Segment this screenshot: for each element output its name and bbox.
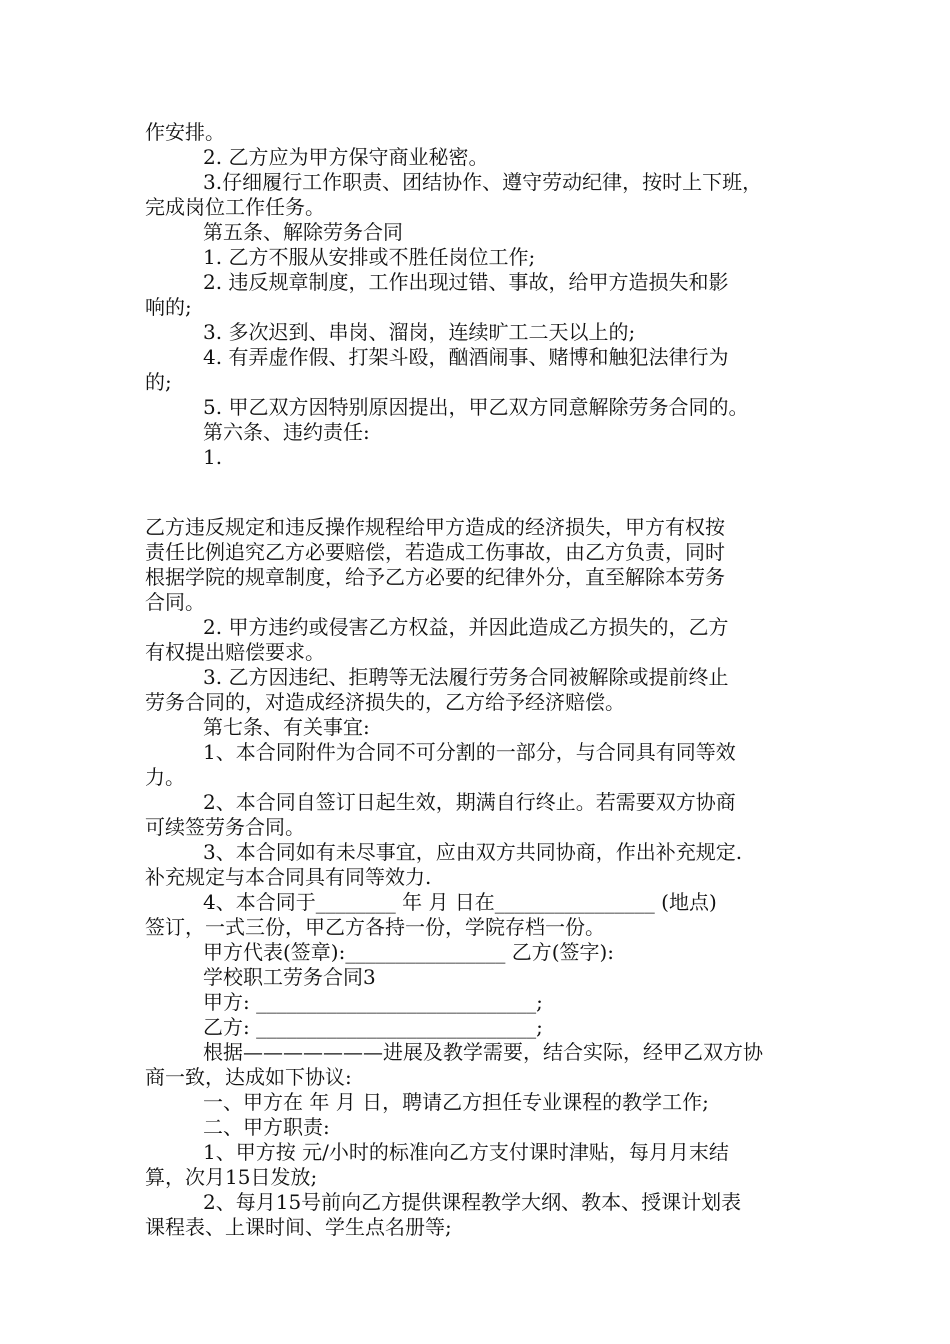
- text-line: 根据———————进展及教学需要，结合实际，经甲乙双方协: [203, 1040, 763, 1064]
- party-b-line: 乙方: ____________________________;: [203, 1015, 543, 1039]
- blank-gap: [145, 470, 810, 515]
- text-line: 4. 有弄虚作假、打架斗殴，酗酒闹事、赌博和触犯法律行为: [203, 345, 729, 369]
- text-line: 责任比例追究乙方必要赔偿，若造成工伤事故，由乙方负责，同时: [145, 540, 725, 564]
- text-line: 3、本合同如有未尽事宜，应由双方共同协商，作出补充规定.: [203, 840, 743, 864]
- text-line: 1、甲方按 元/小时的标准向乙方支付课时津贴，每月月末结: [203, 1140, 729, 1164]
- text-line: 一、甲方在 年 月 日，聘请乙方担任专业课程的教学工作;: [203, 1090, 709, 1114]
- text-line: 乙方违反规定和违反操作规程给甲方造成的经济损失，甲方有权按: [145, 515, 725, 539]
- text-line: 劳务合同的，对造成经济损失的，乙方给予经济赔偿。: [145, 690, 625, 714]
- text-line: 合同。: [145, 590, 205, 614]
- text-line: 1、本合同附件为合同不可分割的一部分，与合同具有同等效: [203, 740, 736, 764]
- section-heading: 第七条、有关事宜:: [203, 715, 370, 739]
- text-line: 2. 违反规章制度，工作出现过错、事故，给甲方造损失和影: [203, 270, 729, 294]
- signature-line: 甲方代表(签章):________________ 乙方(签字):: [203, 940, 615, 964]
- text-line: 的;: [145, 370, 172, 394]
- text-line: 算，次月15日发放;: [145, 1165, 318, 1189]
- text-line: 商一致，达成如下协议:: [145, 1065, 352, 1089]
- text-line: 2. 甲方违约或侵害乙方权益，并因此造成乙方损失的，乙方: [203, 615, 729, 639]
- text-line: 4、本合同于________ 年 月 日在________________ (地点): [203, 890, 717, 914]
- text-line: 力。: [145, 765, 185, 789]
- text-line: 响的;: [145, 295, 192, 319]
- text-line: 5. 甲乙双方因特别原因提出，甲乙双方同意解除劳务合同的。: [203, 395, 749, 419]
- text-line: 3. 多次迟到、串岗、溜岗，连续旷工二天以上的;: [203, 320, 636, 344]
- text-line: 课程表、上课时间、学生点名册等;: [145, 1215, 452, 1239]
- text-line: 根据学院的规章制度，给予乙方必要的纪律外分，直至解除本劳务: [145, 565, 725, 589]
- section-heading: 二、甲方职责:: [203, 1115, 330, 1139]
- document-page: [145, 120, 810, 1240]
- section-heading: 第五条、解除劳务合同: [203, 220, 403, 244]
- text-line: 完成岗位工作任务。: [145, 195, 325, 219]
- text-line: 作安排。: [145, 120, 225, 144]
- text-line: 2、本合同自签订日起生效，期满自行终止。若需要双方协商: [203, 790, 736, 814]
- text-line: 3.仔细履行工作职责、团结协作、遵守劳动纪律，按时上下班，: [203, 170, 763, 194]
- text-line: 补充规定与本合同具有同等效力.: [145, 865, 432, 889]
- text-line: 1. 乙方不服从安排或不胜任岗位工作;: [203, 245, 536, 269]
- text-line: 可续签劳务合同。: [145, 815, 305, 839]
- text-line: 3. 乙方因违纪、拒聘等无法履行劳务合同被解除或提前终止: [203, 665, 729, 689]
- text-line: 2、每月15号前向乙方提供课程教学大纲、教本、授课计划表: [203, 1190, 742, 1214]
- text-line: 有权提出赔偿要求。: [145, 640, 325, 664]
- party-a-line: 甲方: ____________________________;: [203, 990, 543, 1014]
- text-line: 1.: [203, 445, 223, 469]
- section-heading: 第六条、违约责任:: [203, 420, 370, 444]
- text-line: 签订，一式三份，甲乙方各持一份，学院存档一份。: [145, 915, 605, 939]
- text-line: 2. 乙方应为甲方保守商业秘密。: [203, 145, 489, 169]
- document-title: 学校职工劳务合同3: [203, 965, 376, 989]
